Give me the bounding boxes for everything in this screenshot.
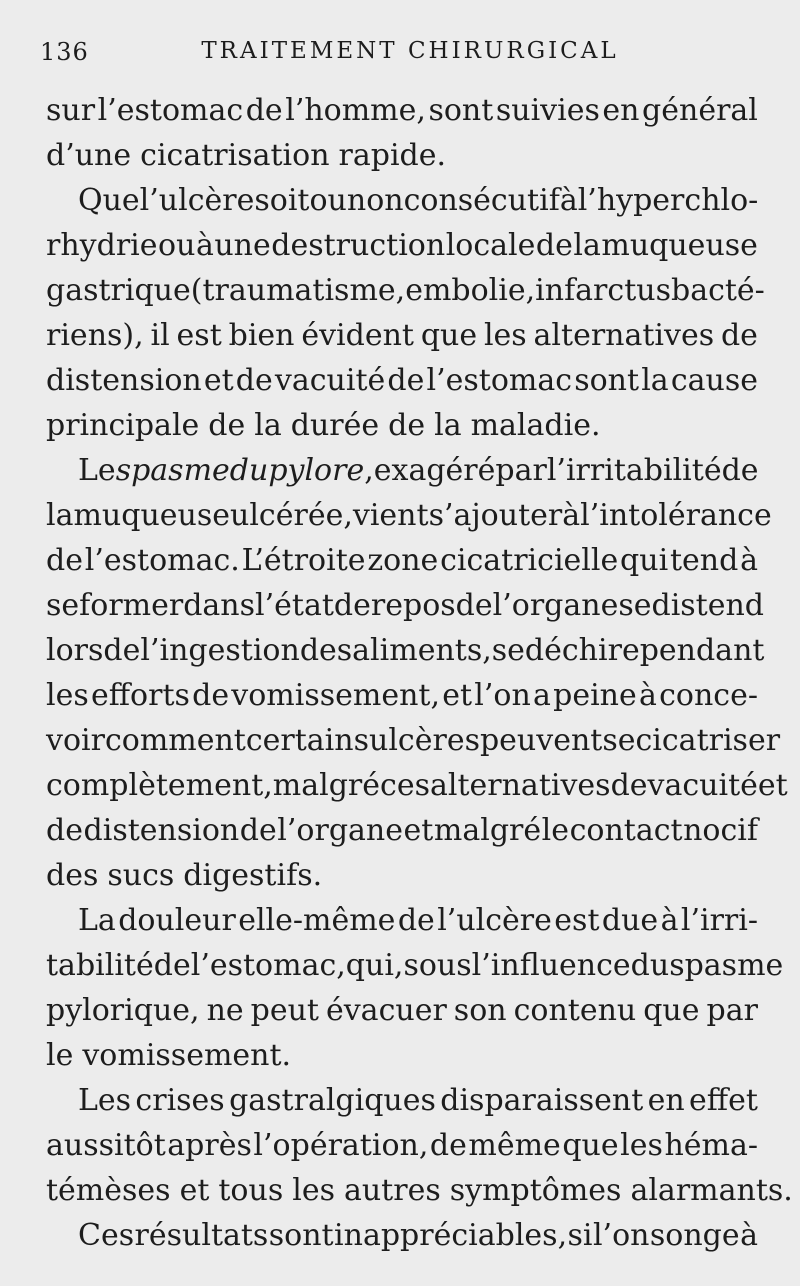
word: distension [83, 813, 240, 848]
word: et [403, 813, 434, 848]
word: Les [78, 1083, 132, 1118]
word: l’hyperchlo- [577, 183, 759, 218]
word: destruction [271, 228, 446, 263]
text-line [46, 583, 765, 628]
word: en [602, 93, 640, 128]
word: des [299, 633, 353, 668]
word: contact [569, 813, 683, 848]
word: cicatrisation [140, 138, 330, 173]
word: due [601, 903, 659, 938]
word: vacuité [647, 768, 758, 803]
word: (traumatisme, [190, 273, 406, 308]
text-line [46, 493, 772, 538]
word: La [78, 903, 116, 938]
word: se [618, 588, 652, 623]
word: locale [445, 228, 536, 263]
word: ou [158, 228, 196, 263]
word: pendant [639, 633, 765, 668]
word: aliments, [352, 633, 492, 668]
word: si [567, 1218, 593, 1253]
word: évident [301, 318, 414, 353]
word: gastrique [46, 273, 191, 308]
text-line [46, 88, 758, 133]
word: même [468, 1128, 561, 1163]
text-line [46, 538, 758, 583]
text-line [46, 628, 765, 673]
text-line [46, 223, 758, 268]
word: ces [380, 768, 430, 803]
word: digestifs. [183, 858, 323, 893]
text-line [46, 403, 758, 448]
word: à [740, 1218, 758, 1253]
word: de [239, 813, 277, 848]
word: vient [352, 498, 429, 533]
word: l’estomac. [84, 543, 240, 578]
word: que [420, 318, 478, 353]
word: non [346, 183, 404, 218]
word: gastralgiques [229, 1083, 436, 1118]
word: tend [669, 543, 739, 578]
word: de [720, 318, 758, 353]
word: nocif [683, 813, 758, 848]
word: l’état [255, 588, 334, 623]
word: sont [574, 363, 640, 398]
text-line [46, 1213, 758, 1258]
word: peut [250, 993, 319, 1028]
word: de [235, 363, 273, 398]
word: bien [228, 318, 295, 353]
word: il [150, 318, 170, 353]
word: cicatriser [635, 723, 781, 758]
word: l’opération, [253, 1128, 429, 1163]
word: son [453, 993, 507, 1028]
word: former [79, 588, 184, 623]
word: elle-même [238, 903, 396, 938]
word: à [638, 678, 657, 713]
word: peine [553, 678, 637, 713]
word: malgré [433, 813, 542, 848]
word: de [46, 813, 83, 848]
word: conce- [659, 678, 758, 713]
word: et [757, 768, 788, 803]
word: de [610, 768, 648, 803]
word: qui, [345, 948, 404, 983]
word: sucs [107, 858, 175, 893]
word: sont [428, 93, 494, 128]
word: repos [370, 588, 456, 623]
word: malgré [272, 768, 381, 803]
word: soit [254, 183, 310, 218]
word: à [740, 543, 758, 578]
text-line [46, 1033, 758, 1078]
text-line [46, 313, 758, 358]
word: se [602, 723, 636, 758]
text-line [46, 673, 758, 718]
word: l’ulcère [139, 183, 255, 218]
word: L’étroite [241, 543, 366, 578]
word: de [46, 543, 83, 578]
word: l’estomac [426, 363, 573, 398]
word: dans [183, 588, 256, 623]
word: le [541, 813, 570, 848]
word: songe [649, 1218, 740, 1253]
word: contenu [513, 993, 637, 1028]
word: peuvent [479, 723, 603, 758]
word: évacuer [325, 993, 447, 1028]
word: autres [343, 1173, 441, 1208]
text-line [46, 358, 758, 403]
word: tabilité [46, 948, 154, 983]
word: par [495, 453, 547, 488]
text-line [46, 943, 784, 988]
word: de [455, 588, 493, 623]
word: à [195, 228, 214, 263]
word: embolie, [405, 273, 536, 308]
word: les [292, 1173, 335, 1208]
word: de [429, 1128, 467, 1163]
text-line [46, 763, 788, 808]
word [230, 448, 269, 493]
word: rapide. [338, 138, 447, 173]
word: l’estomac [97, 93, 244, 128]
word: principale [46, 408, 200, 443]
word: riens), [46, 318, 144, 353]
text-line [46, 178, 758, 223]
word: spasme [669, 948, 784, 983]
word: cause [670, 363, 758, 398]
word: la [573, 228, 601, 263]
word: de [721, 453, 759, 488]
word: général [642, 93, 758, 128]
word: Que [78, 183, 140, 218]
word: sous [403, 948, 472, 983]
word: l’organe [277, 813, 403, 848]
word: après [167, 1128, 252, 1163]
word: les [620, 1128, 663, 1163]
text-line [46, 268, 765, 313]
word: symptômes [449, 1173, 622, 1208]
word: effet [689, 1083, 758, 1118]
word: crises [135, 1083, 225, 1118]
word: muqueuse [73, 498, 231, 533]
word: se [491, 633, 525, 668]
word: de [208, 408, 246, 443]
word: infarctus [535, 273, 671, 308]
word: à [660, 903, 679, 938]
text-line [46, 808, 758, 853]
word: ne [206, 993, 244, 1028]
word: les [483, 318, 527, 353]
word: la [641, 363, 669, 398]
word: durée [290, 408, 380, 443]
word: que [562, 1128, 619, 1163]
word: comment [104, 723, 246, 758]
running-title: TRAITEMENT CHIRURGICAL [201, 38, 619, 64]
word: certains [245, 723, 369, 758]
word: de [388, 408, 426, 443]
word: à [562, 498, 581, 533]
word: efforts [90, 678, 190, 713]
text-line [46, 1078, 758, 1123]
italic-text: spasme [115, 453, 230, 488]
word: sont [268, 1218, 334, 1253]
word: l’irritabilité [546, 453, 722, 488]
word: l’on [592, 1218, 650, 1253]
word: les [46, 678, 89, 713]
word: complètement, [46, 768, 273, 803]
word: ulcérée, [230, 498, 353, 533]
word: de [245, 93, 283, 128]
word: vacuité [274, 363, 386, 398]
text-line [46, 898, 758, 943]
word: et [442, 678, 473, 713]
word: de [192, 678, 230, 713]
word: pylore, [268, 453, 374, 488]
word: l’ulcère [437, 903, 552, 938]
word: bacté- [670, 273, 765, 308]
word: maladie. [470, 408, 601, 443]
word: de [535, 228, 573, 263]
word: est [176, 318, 222, 353]
italic-text: pylore [268, 453, 365, 488]
word: cicatricielle [440, 543, 619, 578]
word: tous [218, 1173, 284, 1208]
word: la [46, 498, 74, 533]
word: de [153, 948, 191, 983]
word: a [533, 678, 551, 713]
word: ou [309, 183, 347, 218]
word: s’ajouter [428, 498, 563, 533]
word: l’estomac, [190, 948, 346, 983]
word: distension [46, 363, 202, 398]
word: en [647, 1083, 685, 1118]
word: suivies [495, 93, 600, 128]
text-line [46, 1123, 758, 1168]
page-header [40, 38, 760, 78]
word: de [387, 363, 425, 398]
word: se [46, 588, 80, 623]
word: déchire [524, 633, 640, 668]
word: de [103, 633, 141, 668]
word: vomissement. [82, 1038, 292, 1073]
word: exagéré [373, 453, 496, 488]
word: l’on [474, 678, 531, 713]
word: Le [78, 453, 116, 488]
word: alternatives [429, 768, 611, 803]
text-line [46, 988, 758, 1033]
word: résultats [134, 1218, 269, 1253]
word: et [179, 1173, 210, 1208]
word: inappréciables, [334, 1218, 568, 1253]
word: pylorique, [46, 993, 200, 1028]
text-line [46, 1168, 793, 1213]
italic-text: du [229, 453, 269, 488]
word: l’organe [492, 588, 619, 623]
word: est [554, 903, 600, 938]
word: des [46, 858, 99, 893]
word: ulcères [369, 723, 480, 758]
word [116, 448, 230, 493]
word: Ces [78, 1218, 135, 1253]
word: voir [46, 723, 105, 758]
word: lors [46, 633, 104, 668]
word: à [559, 183, 578, 218]
word: une [214, 228, 271, 263]
word: l’ingestion [140, 633, 300, 668]
word: de [333, 588, 371, 623]
word: disparaissent [440, 1083, 644, 1118]
word: aussitôt [46, 1128, 166, 1163]
word: qui [620, 543, 669, 578]
word: héma- [664, 1128, 758, 1163]
word: de [397, 903, 435, 938]
body-text [46, 88, 793, 1258]
word: douleur [118, 903, 236, 938]
word: que [643, 993, 700, 1028]
word: l’homme, [285, 93, 426, 128]
word: sur [46, 93, 96, 128]
word: témèses [46, 1173, 171, 1208]
word: la [254, 408, 282, 443]
word: rhydrie [46, 228, 158, 263]
word: zone [367, 543, 439, 578]
word: l’irri- [680, 903, 758, 938]
text-line [46, 853, 758, 898]
word: l’intolérance [580, 498, 772, 533]
word: consécutif [403, 183, 560, 218]
word: alarmants. [630, 1173, 793, 1208]
word: le [46, 1038, 74, 1073]
page-number: 136 [40, 38, 89, 66]
text-line [46, 718, 781, 763]
word: l’influence [471, 948, 631, 983]
word: du [630, 948, 670, 983]
word: par [706, 993, 758, 1028]
word: vomissement, [231, 678, 441, 713]
word: muqueuse [601, 228, 758, 263]
word: d’une [46, 138, 132, 173]
word: et [203, 363, 234, 398]
text-line [46, 448, 758, 493]
word: la [434, 408, 462, 443]
word: alternatives [533, 318, 715, 353]
word: distend [651, 588, 765, 623]
text-line [46, 133, 758, 178]
